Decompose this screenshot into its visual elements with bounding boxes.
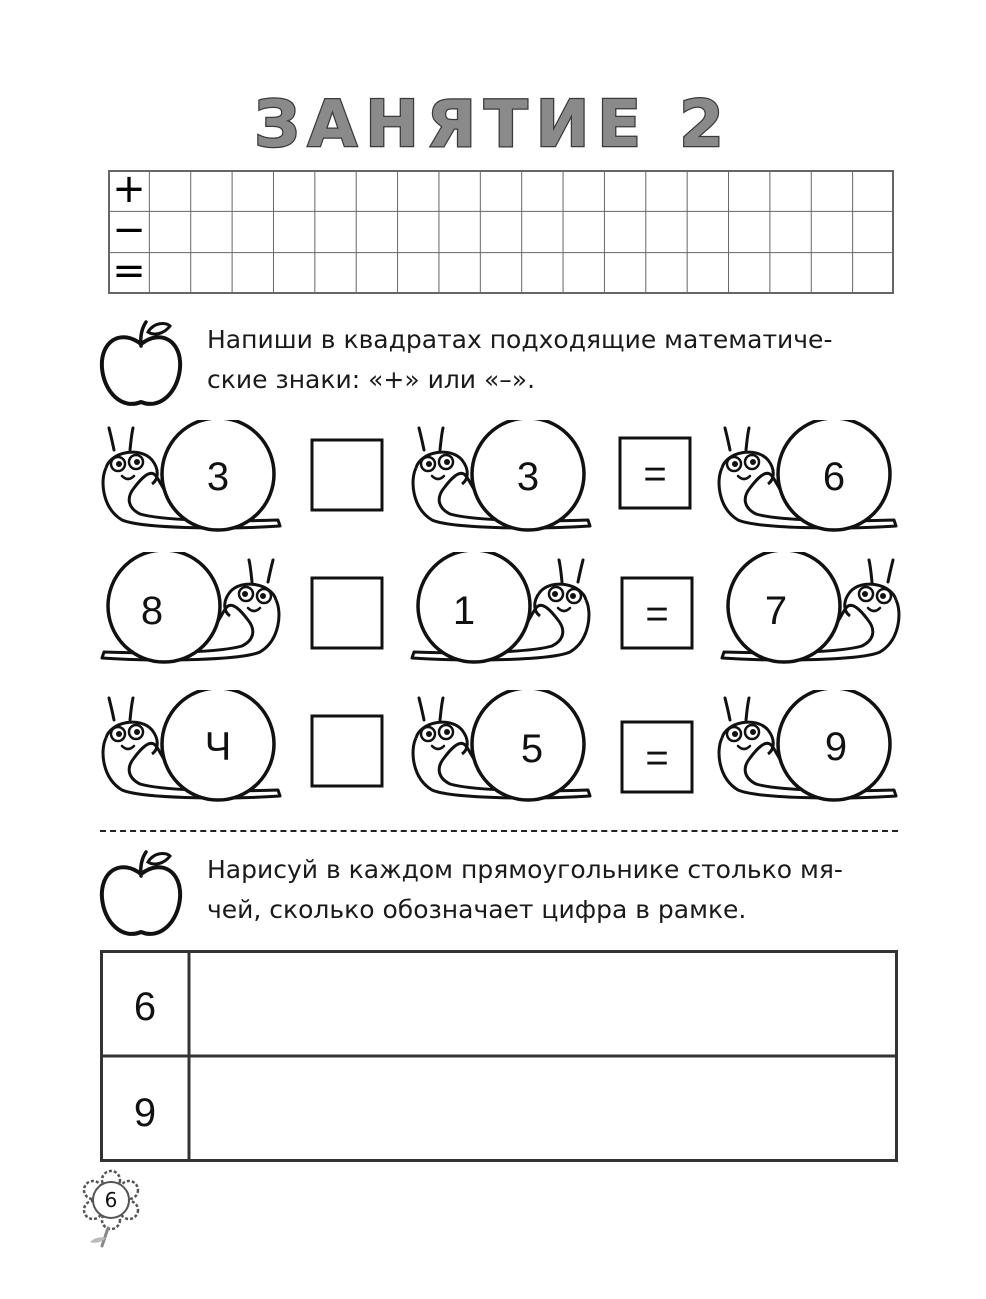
snail-number-result: 6 — [822, 455, 846, 499]
snail-icon — [103, 690, 280, 800]
snail-icon — [719, 420, 896, 530]
lesson-title — [0, 78, 986, 168]
answer-box[interactable] — [312, 716, 382, 786]
counting-table — [100, 950, 898, 1162]
snail-number-result: 9 — [824, 725, 848, 769]
equals-sign: = — [643, 452, 667, 496]
task1-line1: Напиши в квадратах подходящие математиче- — [207, 325, 833, 354]
flower-icon — [78, 1168, 144, 1248]
snail-number-a: 8 — [140, 589, 164, 633]
equation-row-2 — [0, 552, 986, 682]
snail-icon — [413, 420, 590, 530]
answer-box[interactable] — [312, 440, 382, 510]
task1-line2: ские знаки: «+» или «–». — [207, 365, 536, 394]
task2-instruction — [207, 850, 897, 930]
section-divider — [100, 830, 898, 832]
snail-icon — [102, 552, 279, 662]
snail-icon — [412, 552, 589, 662]
practice-grid-lines — [108, 170, 894, 294]
snail-icon — [103, 420, 280, 530]
snail-number-a: Ч — [204, 725, 232, 769]
task1-instruction — [207, 320, 897, 400]
count-number-1: 6 — [133, 985, 157, 1029]
snail-number-result: 7 — [764, 589, 788, 633]
equals-sign: = — [645, 736, 669, 780]
lesson-title-text: ЗАНЯТИЕ 2 — [254, 88, 732, 162]
snail-number-a: 3 — [206, 455, 230, 499]
apple-icon — [98, 848, 184, 940]
plus-symbol: + — [112, 170, 146, 212]
practice-grid — [108, 170, 894, 294]
snail-icon — [719, 690, 896, 800]
snail-icon — [722, 552, 899, 662]
snail-number-b: 1 — [452, 589, 476, 633]
drawing-area-1[interactable] — [192, 954, 894, 1054]
equation-row-3 — [0, 690, 986, 820]
equals-sign: = — [645, 592, 669, 636]
equation-row-1 — [0, 420, 986, 550]
snail-number-b: 5 — [520, 727, 544, 771]
snail-number-b: 3 — [516, 455, 540, 499]
drawing-area-2[interactable] — [192, 1058, 894, 1158]
minus-symbol: − — [112, 207, 146, 253]
snail-icon — [413, 690, 590, 800]
equals-symbol: = — [112, 248, 146, 294]
task2-line1: Нарисуй в каждом прямоугольнике столько мя- — [207, 855, 843, 884]
task2-line2: чей, сколько обозначает цифра в рамке. — [207, 895, 747, 924]
page-number: 6 — [104, 1188, 118, 1212]
apple-icon — [98, 318, 184, 410]
count-number-2: 9 — [133, 1091, 157, 1135]
answer-box[interactable] — [312, 578, 382, 648]
